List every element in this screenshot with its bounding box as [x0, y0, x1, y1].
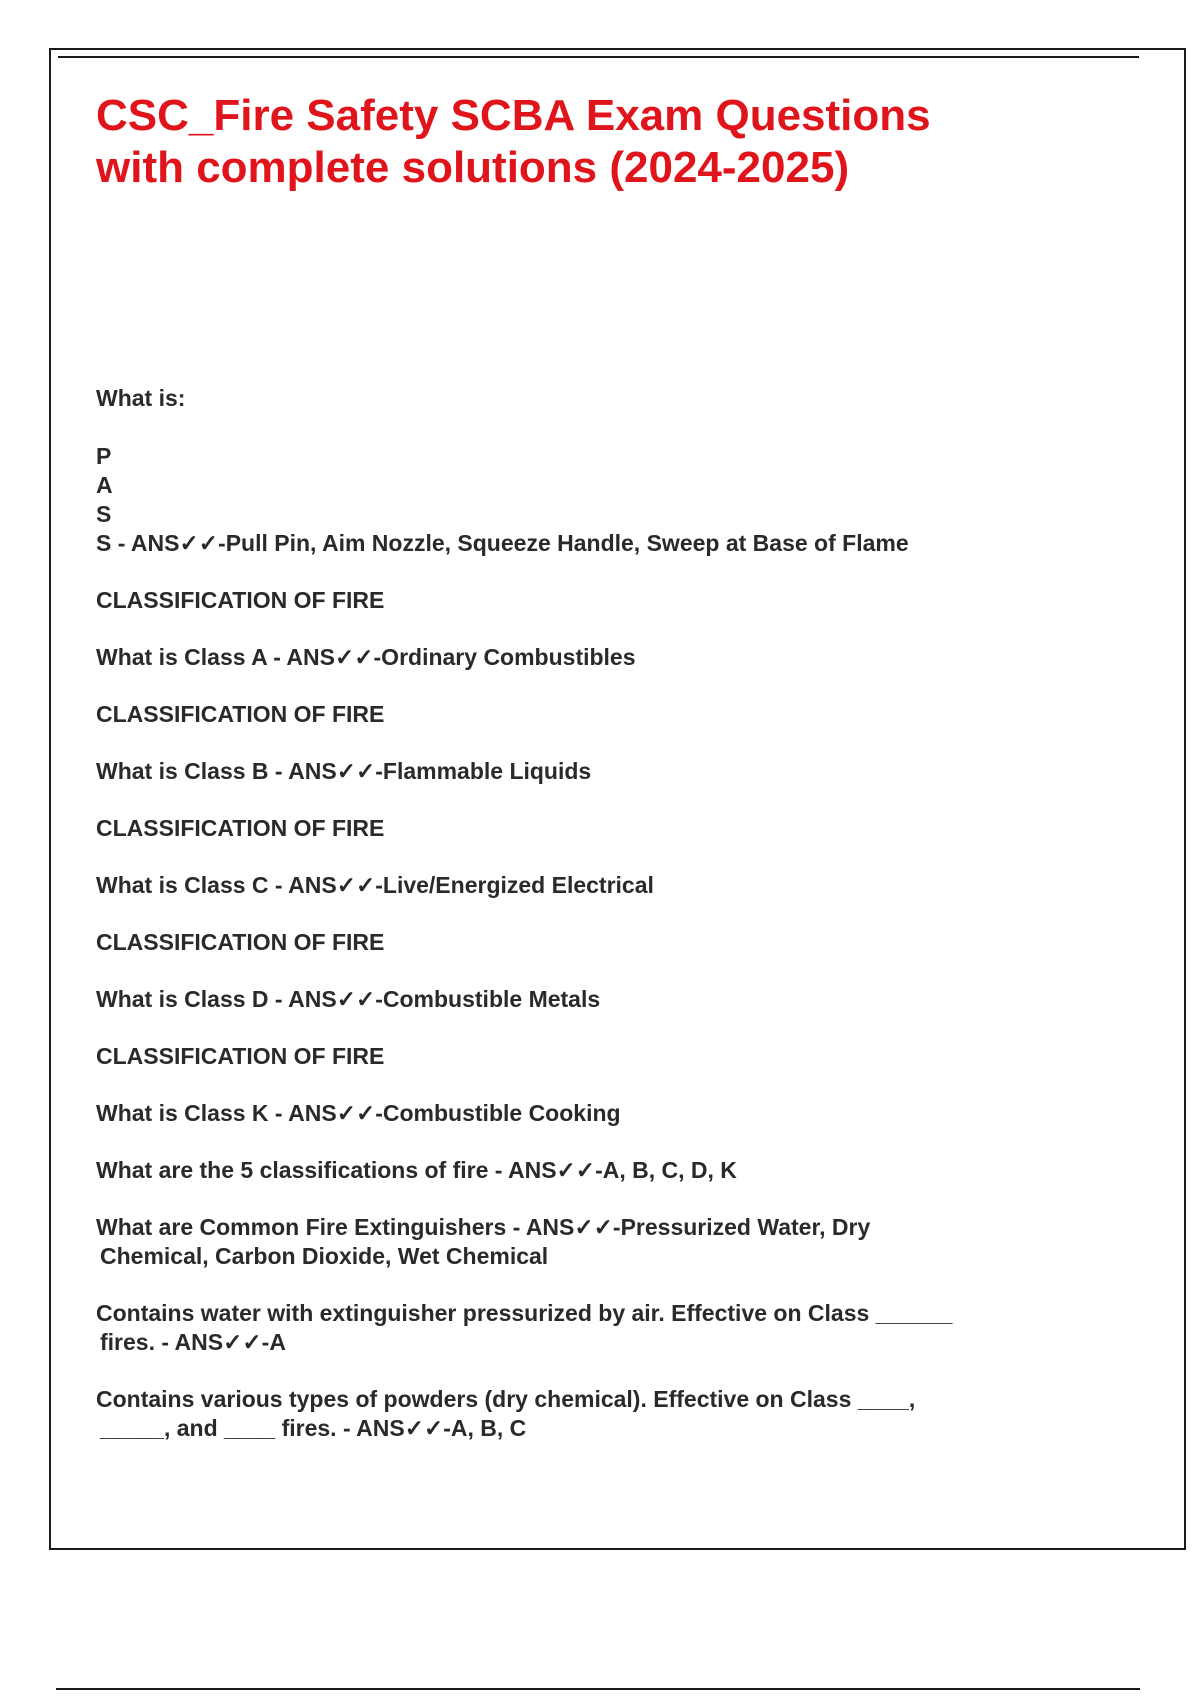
qa-line: What is Class D - ANS✓✓-Combustible Metals [96, 986, 601, 1012]
qa-item [96, 1299, 1036, 1357]
title-line-2: with complete solutions (2024-2025) [96, 143, 850, 192]
qa-line: Contains various types of powders (dry chemical). Effective on Class ____, [96, 1386, 916, 1412]
qa-content [96, 384, 1036, 1471]
pass-question [96, 384, 1036, 558]
qa-item [96, 1042, 1036, 1071]
pass-prompt: What is: [96, 385, 186, 411]
qa-item [96, 1099, 1036, 1128]
pass-answer: S - ANS✓✓-Pull Pin, Aim Nozzle, Squeeze Handle, Sweep at Base of Flame [96, 530, 909, 556]
qa-line: CLASSIFICATION OF FIRE [96, 815, 385, 841]
pass-letter: A [96, 472, 113, 498]
qa-line: What is Class C - ANS✓✓-Live/Energized Electrical [96, 872, 654, 898]
qa-item [96, 757, 1036, 786]
qa-item [96, 643, 1036, 672]
qa-item [96, 1213, 1036, 1271]
qa-line: Contains water with extinguisher pressurized by air. Effective on Class ______ [96, 1300, 953, 1326]
pass-letter: S [96, 501, 112, 527]
top-rule [58, 56, 1139, 58]
qa-item [96, 700, 1036, 729]
qa-line: CLASSIFICATION OF FIRE [96, 587, 385, 613]
qa-line-continued: _____, and ____ fires. - ANS✓✓-A, B, C [100, 1415, 527, 1441]
qa-line-continued: Chemical, Carbon Dioxide, Wet Chemical [100, 1243, 549, 1269]
qa-line: CLASSIFICATION OF FIRE [96, 929, 385, 955]
title-line-1: CSC_Fire Safety SCBA Exam Questions [96, 91, 931, 140]
qa-item [96, 1385, 1036, 1443]
qa-line: CLASSIFICATION OF FIRE [96, 701, 385, 727]
qa-item [96, 985, 1036, 1014]
document-title [96, 90, 1056, 194]
qa-line: CLASSIFICATION OF FIRE [96, 1043, 385, 1069]
qa-item [96, 871, 1036, 900]
bottom-rule [56, 1688, 1140, 1690]
qa-line: What are Common Fire Extinguishers - ANS✓✓-Pressurized Water, Dry [96, 1214, 871, 1240]
qa-list [96, 586, 1036, 1443]
pass-letter: P [96, 443, 112, 469]
qa-line: What are the 5 classifications of fire - ANS✓✓-A, B, C, D, K [96, 1157, 737, 1183]
qa-line: What is Class A - ANS✓✓-Ordinary Combustibles [96, 644, 636, 670]
qa-line-continued: fires. - ANS✓✓-A [100, 1329, 286, 1355]
qa-item [96, 1156, 1036, 1185]
qa-item [96, 586, 1036, 615]
qa-item [96, 814, 1036, 843]
qa-line: What is Class K - ANS✓✓-Combustible Cooking [96, 1100, 621, 1126]
qa-item [96, 928, 1036, 957]
qa-line: What is Class B - ANS✓✓-Flammable Liquids [96, 758, 592, 784]
